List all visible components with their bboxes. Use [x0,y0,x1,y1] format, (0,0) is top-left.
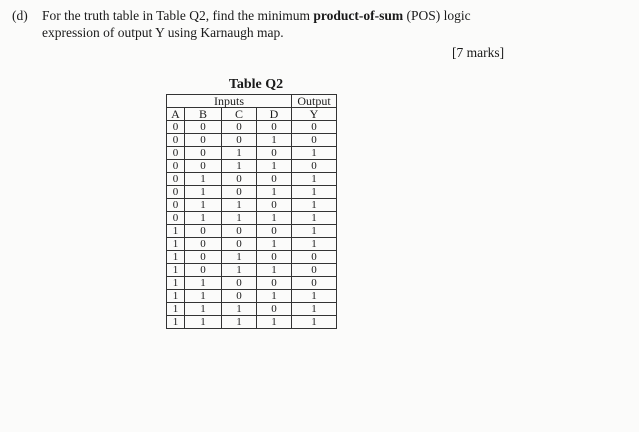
cell-y: 1 [292,173,337,186]
cell-c: 0 [222,121,257,134]
cell-a: 0 [167,147,185,160]
cell-c: 1 [222,303,257,316]
cell-d: 1 [257,212,292,225]
cell-d: 0 [257,199,292,212]
cell-d: 0 [257,277,292,290]
cell-a: 1 [167,316,185,329]
cell-a: 1 [167,238,185,251]
cell-b: 1 [185,290,222,303]
cell-b: 0 [185,160,222,173]
question-line-1-bold: product-of-sum [313,8,404,23]
table-title: Table Q2 [228,77,284,92]
table-row [167,251,337,264]
cell-y: 1 [292,303,337,316]
cell-b: 1 [185,316,222,329]
cell-d: 0 [257,121,292,134]
cell-d: 1 [257,264,292,277]
table-row [167,121,337,134]
cell-d: 1 [257,160,292,173]
cell-y: 1 [292,147,337,160]
cell-c: 0 [222,290,257,303]
cell-c: 1 [222,251,257,264]
table-row [167,173,337,186]
cell-c: 1 [222,264,257,277]
cell-c: 1 [222,160,257,173]
table-row [167,225,337,238]
column-header-c: C [222,108,257,121]
column-header-d: D [257,108,292,121]
cell-b: 0 [185,264,222,277]
cell-a: 0 [167,186,185,199]
cell-a: 1 [167,264,185,277]
cell-b: 0 [185,225,222,238]
question-line-1-post: (POS) logic [403,8,471,23]
cell-a: 0 [167,212,185,225]
cell-b: 1 [185,277,222,290]
cell-b: 0 [185,238,222,251]
cell-c: 0 [222,277,257,290]
cell-c: 0 [222,238,257,251]
cell-d: 1 [257,134,292,147]
table-row [167,147,337,160]
column-header-y: Y [292,108,337,121]
cell-c: 0 [222,225,257,238]
cell-y: 1 [292,186,337,199]
cell-d: 0 [257,147,292,160]
cell-c: 1 [222,199,257,212]
table-column-header-row [167,108,337,121]
cell-y: 0 [292,251,337,264]
table-row [167,316,337,329]
cell-a: 0 [167,199,185,212]
cell-y: 1 [292,212,337,225]
cell-y: 0 [292,160,337,173]
cell-c: 0 [222,173,257,186]
table-row [167,186,337,199]
cell-b: 0 [185,134,222,147]
cell-a: 1 [167,303,185,316]
cell-a: 0 [167,160,185,173]
cell-y: 1 [292,199,337,212]
cell-c: 0 [222,134,257,147]
question-line-1-pre: For the truth table in Table Q2, find the minimum [42,8,314,23]
table-row [167,238,337,251]
cell-a: 0 [167,134,185,147]
cell-a: 1 [167,290,185,303]
cell-y: 0 [292,134,337,147]
cell-d: 0 [257,303,292,316]
cell-c: 1 [222,212,257,225]
table-group-header-row [167,95,337,108]
table-row [167,160,337,173]
cell-b: 1 [185,303,222,316]
cell-b: 1 [185,199,222,212]
cell-y: 1 [292,290,337,303]
cell-y: 0 [292,121,337,134]
cell-a: 0 [167,121,185,134]
cell-a: 0 [167,173,185,186]
cell-a: 1 [167,277,185,290]
cell-d: 1 [257,238,292,251]
cell-y: 0 [292,264,337,277]
cell-d: 1 [257,316,292,329]
cell-b: 1 [185,173,222,186]
cell-y: 1 [292,316,337,329]
inputs-group-header: Inputs [167,95,292,108]
table-row [167,303,337,316]
cell-y: 0 [292,277,337,290]
column-header-b: B [185,108,222,121]
truth-table-body [167,121,337,329]
marks-label: [7 marks] [452,45,505,60]
table-row [167,264,337,277]
question-line-2: expression of output Y using Karnaugh map. [42,25,284,40]
cell-b: 1 [185,212,222,225]
cell-c: 1 [222,147,257,160]
cell-d: 1 [257,186,292,199]
truth-table [166,94,337,329]
column-header-a: A [167,108,185,121]
table-row [167,277,337,290]
cell-c: 1 [222,316,257,329]
table-row [167,199,337,212]
cell-d: 0 [257,225,292,238]
question-line-1 [42,7,471,24]
cell-b: 0 [185,121,222,134]
table-row [167,134,337,147]
cell-y: 1 [292,225,337,238]
cell-a: 1 [167,251,185,264]
cell-a: 1 [167,225,185,238]
output-group-header: Output [292,95,337,108]
question-label: (d) [12,8,28,23]
cell-d: 1 [257,290,292,303]
cell-d: 0 [257,173,292,186]
cell-y: 1 [292,238,337,251]
table-row [167,290,337,303]
cell-b: 0 [185,251,222,264]
table-row [167,212,337,225]
cell-b: 1 [185,186,222,199]
cell-c: 0 [222,186,257,199]
cell-b: 0 [185,147,222,160]
cell-d: 0 [257,251,292,264]
